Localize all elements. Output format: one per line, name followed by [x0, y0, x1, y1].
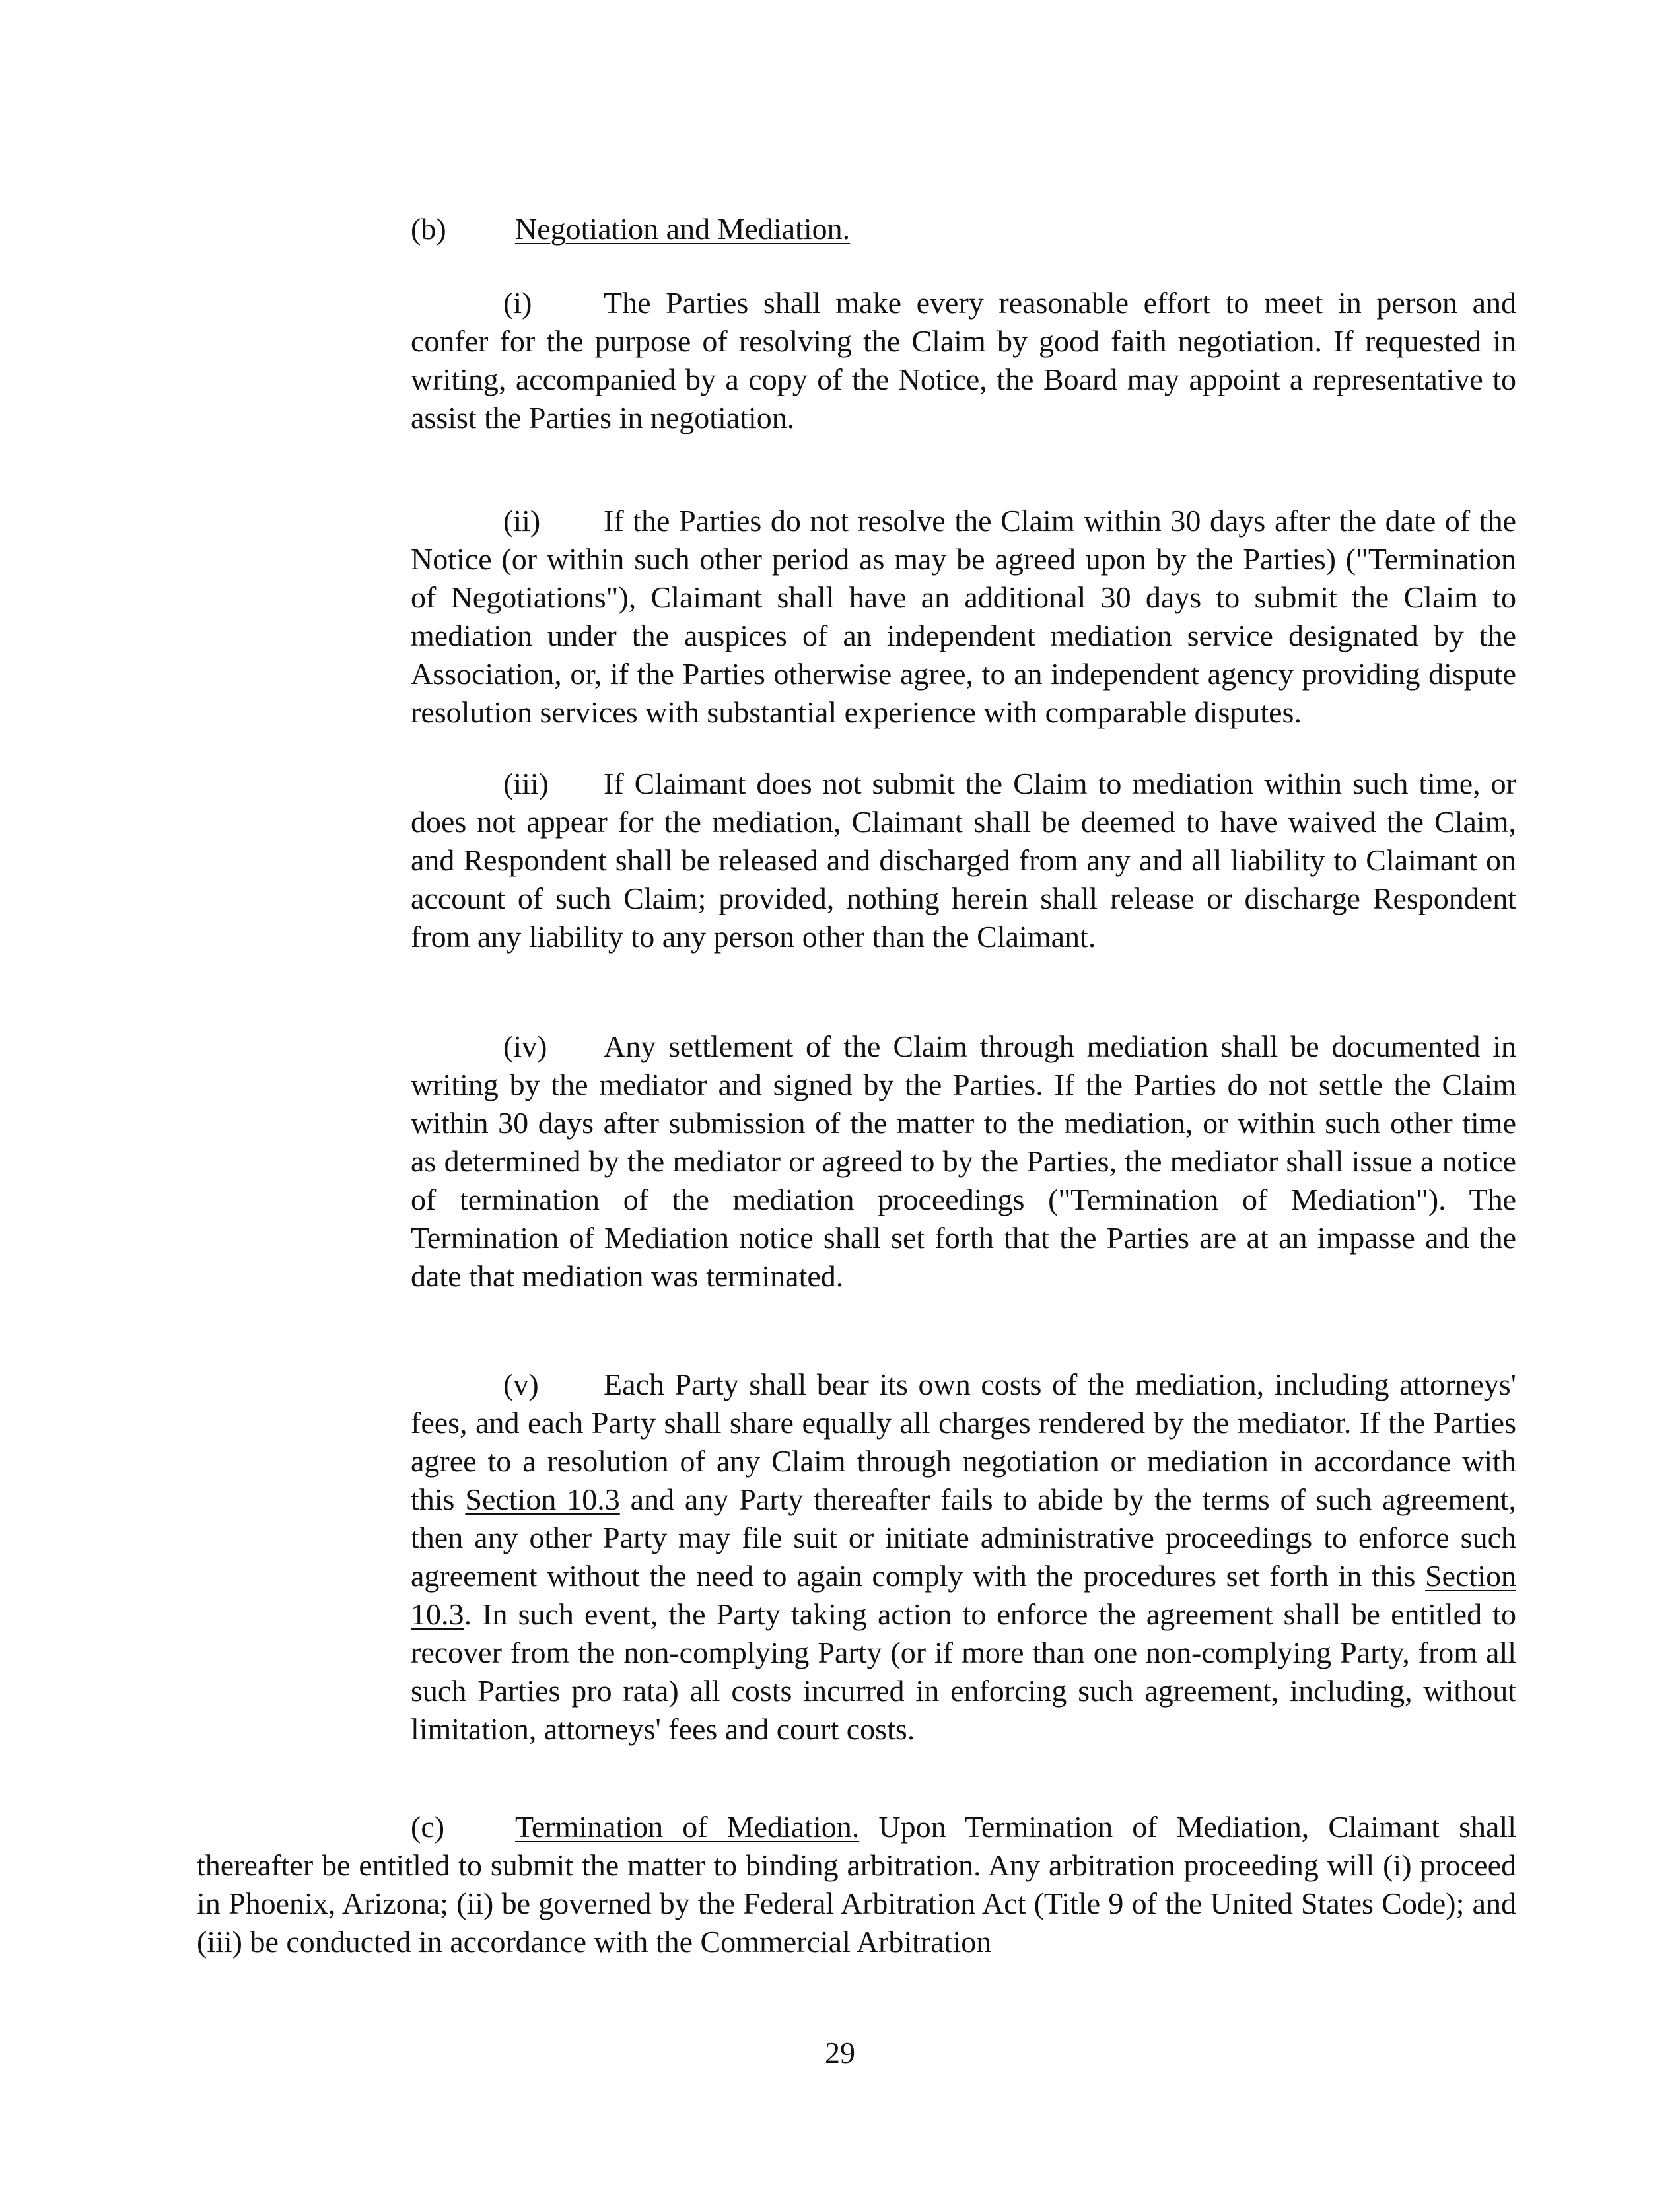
paragraph-ii-number: (ii)	[503, 504, 541, 538]
paragraph-v-number: (v)	[503, 1368, 539, 1401]
paragraph-iii-number: (iii)	[503, 767, 549, 800]
paragraph-v	[411, 1366, 1516, 1749]
section-reference-link: Section 10.3	[411, 1559, 1516, 1631]
section-b-title: Negotiation and Mediation.	[515, 212, 851, 246]
paragraph-ii	[411, 502, 1516, 732]
paragraph-iii-text: If Claimant does not submit the Claim to mediation within such time, or does not appear for the mediation, Claimant shall be deemed to have waived the Claim, and Respondent shall be released and discharged from any and all liability to Claimant on account of such Claim; provided, nothing herein shall release or discharge Respondent from any liability to any person other than the Claimant.	[411, 767, 1516, 954]
section-c-title: Termination of Mediation.	[515, 1810, 860, 1844]
paragraph-i	[411, 284, 1516, 437]
paragraph-iv-number: (iv)	[503, 1029, 547, 1063]
paragraph-i-text: The Parties shall make every reasonable effort to meet in person and confer for the purpose of resolving the Claim by good faith negotiation. If requested in writing, accompanied by a copy of the Notice, the Board may appoint a representative to assist the Parties in negotiation.	[411, 286, 1516, 434]
section-c-text: Upon Termination of Mediation, Claimant shall thereafter be entitled to submit the matter to binding arbitration. Any arbitration proceeding will (i) proceed in Phoenix, Arizona; (ii) be governed by the Federal Arbitration Act (Title 9 of the United States Code); and (iii) be conducted in accordance with the Commercial Arbitration	[197, 1810, 1516, 1959]
section-b-label: (b)	[411, 212, 446, 246]
paragraph-iii	[411, 765, 1516, 956]
paragraph-v-text-1: Each Party shall bear its own costs of the mediation, including attorneys' fees, and each Party shall share equally all charges rendered by the mediator. If the Parties agree to a resolution of any Claim through negotiation or mediation in accordance with this	[411, 1368, 1516, 1516]
page-number: 29	[825, 2036, 855, 2069]
section-c-paragraph	[197, 1808, 1516, 1961]
section-c-label: (c)	[411, 1810, 445, 1844]
paragraph-ii-text: If the Parties do not resolve the Claim within 30 days after the date of the Notice (or within such other period as may be agreed upon by the Parties) ("Termination of Negotiations"), Claimant shall have an additional 30 days to submit the Claim to mediation under the auspices of an independent mediation service designated by the Association, or, if the Parties otherwise agree, to an independent agency providing dispute resolution services with substantial experience with comparable disputes.	[411, 504, 1516, 729]
paragraph-i-number: (i)	[503, 286, 532, 320]
paragraph-iv	[411, 1027, 1516, 1296]
paragraph-v-text-2: and any Party thereafter fails to abide by the terms of such agreement, then any other Party may file suit or initiate administrative proceedings to enforce such agreement without the need to again comply with the procedures set forth in this	[411, 1482, 1517, 1593]
section-b-heading	[411, 210, 850, 248]
section-reference-link: Section 10.3	[465, 1482, 620, 1516]
paragraph-iv-text: Any settlement of the Claim through mediation shall be documented in writing by the mediator and signed by the Parties. If the Parties do not settle the Claim within 30 days after submission of the matter to the mediation, or within such other time as determined by the mediator or agreed to by the Parties, the mediator shall issue a notice of termination of the mediation proceedings ("Termination of Mediation"). The Termination of Mediation notice shall set forth that the Parties are at an impasse and the date that mediation was terminated.	[411, 1029, 1516, 1293]
paragraph-v-text-3: . In such event, the Party taking action to enforce the agreement shall be entitled to recover from the non-complying Party (or if more than one non-complying Party, from all such Parties pro rata) all costs incurred in enforcing such agreement, including, without limitation, attorneys' fees and court costs.	[411, 1597, 1516, 1746]
